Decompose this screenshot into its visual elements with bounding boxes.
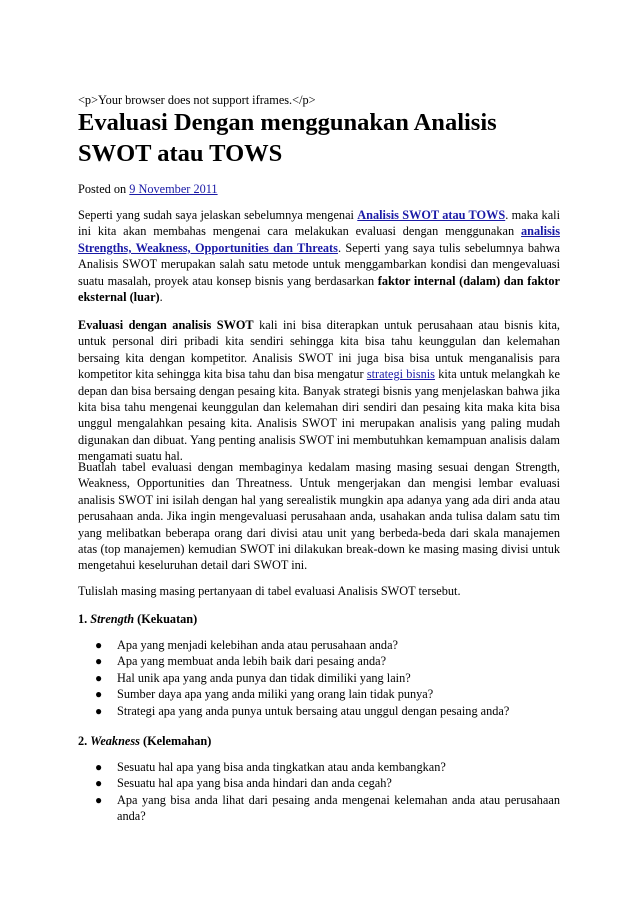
paragraph-evaluasi (78, 317, 560, 465)
post-meta (78, 181, 218, 197)
link-analisis-strengths[interactable]: analisis Strengths, Weakness, Opportunities dan Threats (78, 224, 560, 255)
posted-prefix: Posted on (78, 182, 127, 196)
bullet-icon: ● (95, 776, 103, 791)
strength-list (78, 637, 560, 719)
weakness-num: 2. (78, 734, 91, 748)
list-item (78, 670, 560, 686)
list-item (78, 703, 560, 719)
bullet-icon: ● (95, 670, 103, 685)
bullet-icon: ● (95, 654, 103, 669)
p2-text-2: kita untuk melangkah ke depan dan bisa bersaing dengan pesaing kita. Banyak strategi bisnis yang menjelaskan bahwa jika kita bisa tahu mengenai keunggulan dan kelemahan diri sendiri dan pesaing kita maka kita bisa unggul mengalahkan pesaing kita. Analisis SWOT ini merupakan analisis yang paling mudah digunakan dan dibuat. Yang penting analisis SWOT ini membutuhkan kemampuan analisis dalam mengamati suatu hal. (78, 367, 560, 464)
heading-weakness (78, 733, 560, 749)
p1-bold-faktor: faktor internal (dalam) dan faktor eksternal (luar) (78, 273, 561, 305)
list-item (78, 653, 560, 669)
link-strategi-bisnis[interactable]: strategi bisnis (366, 367, 435, 382)
p1-text-3: . Seperti yang saya tulis sebelumnya bahwa Analisis SWOT merupakan salah satu metode untuk menggambarkan kondisi dan mengevaluasi suatu masalah, proyek atau konsep bisnis yang berdasarkan (78, 240, 560, 288)
list-item-text: Apa yang bisa anda lihat dari pesaing anda mengenai kelemahan anda atau perusahaan anda? (117, 792, 560, 824)
strength-term: Strength (90, 612, 135, 626)
link-analisis-swot-tows[interactable]: Analisis SWOT atau TOWS (357, 208, 506, 222)
page-title (78, 108, 560, 169)
bullet-icon: ● (95, 687, 103, 702)
title-line-1: Evaluasi Dengan menggunakan Analisis (78, 109, 497, 136)
list-item (78, 637, 560, 653)
p2-text-1: kali ini bisa diterapkan untuk perusahaan atau bisnis kita, untuk personal diri pribadi kita sendiri sehingga kita bisa tahu keunggulan dan kelemahan bersaing kita dengan kompetitor. Analisis SWOT ini juga bisa bisa untuk menganalisis para kompetitor kita sehingga kita bisa tahu dan bisa mengatur (78, 318, 560, 382)
weakness-term: Weakness (90, 734, 140, 748)
list-item (78, 792, 560, 825)
posted-date-link[interactable]: 9 November 2011 (129, 182, 218, 196)
iframe-fallback-text: <p>Your browser does not support iframes.</p> (78, 93, 316, 107)
heading-strength (78, 611, 560, 627)
paragraph-intro (78, 207, 560, 305)
paragraph-tabel: Buatlah tabel evaluasi dengan membaginya kedalam masing masing sesuai dengan Strength, Weakness, Opportunities dan Threatness. Untuk mengerjakan dan mengisi lembar evaluasi analisis SWOT ini isilah dengan hal yang serealistik mungkin apa adanya yang ada diri anda atau perusahaan anda. Jika ingin mengevaluasi perusahaan anda, usahakan anda tulisa dalam satu tim yang melibatkan beberapa orang dari divisi atau unit yang berbeda-beda dari skala manajemen atas (top manajemen) kemudian SWOT ini dilakukan break-down ke masing masing divisi untuk mengetahui keseluruhan detail dari SWOT ini. (78, 460, 560, 573)
bullet-icon: ● (95, 703, 103, 718)
list-item-text: Apa yang menjadi kelebihan anda atau perusahaan anda? (117, 638, 398, 652)
weakness-label: (Kelemahan) (139, 734, 212, 748)
strength-num: 1. (78, 612, 91, 626)
p1-text-1: Seperti yang sudah saya jelaskan sebelumnya mengenai (78, 208, 358, 222)
p1-text-4: . (159, 290, 163, 305)
list-item-text: Sesuatu hal apa yang bisa anda hindari dan anda cegah? (117, 776, 392, 791)
bullet-icon: ● (95, 638, 103, 652)
paragraph-tulislah: Tulislah masing masing pertanyaan di tabel evaluasi Analisis SWOT tersebut. (78, 584, 461, 598)
list-item (78, 759, 560, 775)
strength-label: (Kekuatan) (134, 612, 198, 626)
list-item (78, 775, 560, 791)
list-item-text: Apa yang membuat anda lebih baik dari pesaing anda? (117, 654, 387, 669)
list-item-text: Hal unik apa yang anda punya dan tidak dimiliki yang lain? (117, 670, 411, 685)
bullet-icon: ● (95, 760, 103, 774)
title-line-2: SWOT atau TOWS (78, 139, 283, 167)
list-item-text: Sesuatu hal apa yang bisa anda tingkatkan atau anda kembangkan? (117, 760, 446, 774)
bullet-icon: ● (95, 792, 103, 807)
p2-bold-lead: Evaluasi dengan analisis SWOT (78, 318, 254, 332)
list-item-text: Sumber daya apa yang anda miliki yang orang lain tidak punya? (117, 687, 434, 702)
p1-text-2: . maka kali ini kita akan membahas mengenai cara melakukan evaluasi dengan menggunakan (78, 208, 560, 239)
list-item-text: Strategi apa yang anda punya untuk bersaing atau unggul dengan pesaing anda? (117, 703, 510, 718)
weakness-list (78, 759, 560, 825)
list-item (78, 686, 560, 702)
